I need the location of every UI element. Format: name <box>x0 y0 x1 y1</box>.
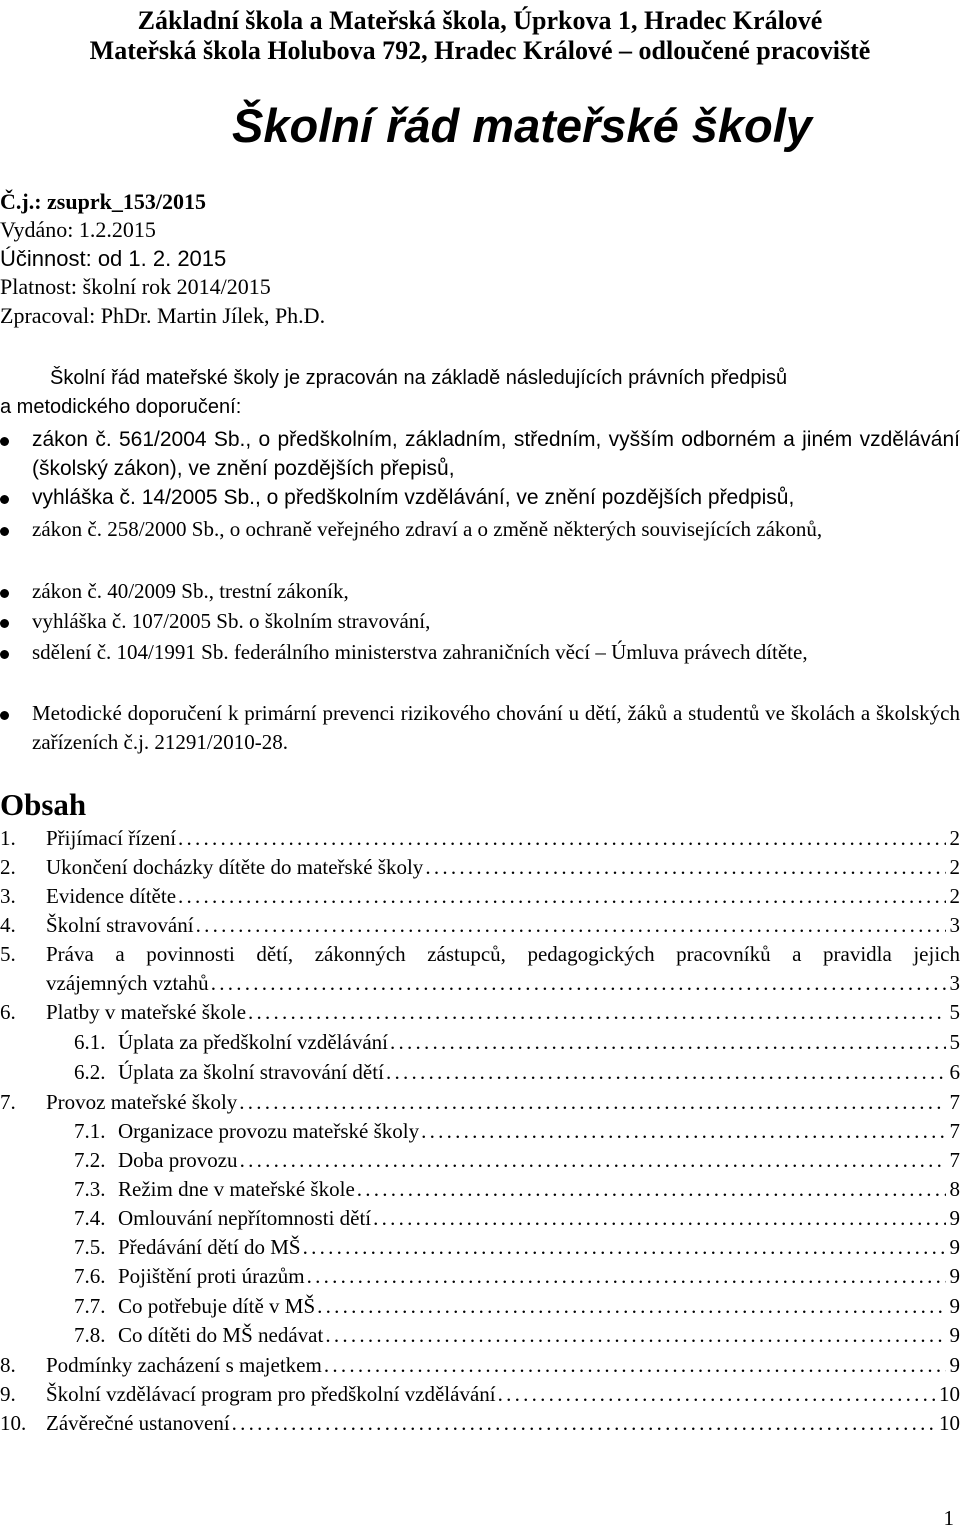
school-name: Základní škola a Mateřská škola, Úprkova 1, Hradec Králové <box>137 6 823 35</box>
bullet-icon <box>0 711 9 720</box>
bullet-icon <box>0 527 9 536</box>
bullet-icon <box>0 650 9 659</box>
bullet-icon <box>0 619 9 628</box>
legislation-item: Metodické doporučení k primární prevenci rizikového chování u dětí, žáků a studentů ve školách a školských zařízeních č.j. 21291/2010-28. <box>0 699 960 757</box>
toc-entry[interactable]: 9. Školní vzdělávací program pro předškolní vzdělávání . . . 10 <box>0 1380 960 1409</box>
toc-entry[interactable]: 7. Provoz mateřské školy . . . 7 <box>0 1088 960 1117</box>
bullet-icon <box>0 495 9 504</box>
toc-entry[interactable]: 7.2. Doba provozu . . . 7 <box>0 1146 960 1175</box>
toc-entry[interactable]: 7.8. Co dítěti do MŠ nedávat . . . 9 <box>0 1321 960 1350</box>
toc-heading: Obsah <box>0 787 87 822</box>
toc-entry[interactable]: 2. Ukončení docházky dítěte do mateřské školy . . . 2 <box>0 853 960 882</box>
toc-entry[interactable]: 4. Školní stravování . . . 3 <box>0 911 960 940</box>
bullet-icon <box>0 589 9 598</box>
toc-entry[interactable]: 6.2. Úplata za školní stravování dětí . . . 6 <box>0 1058 960 1087</box>
reference-number: Č.j.: zsuprk_153/2015 <box>0 189 206 214</box>
bullet-icon <box>0 437 9 446</box>
legislation-item: zákon č. 561/2004 Sb., o předškolním, základním, středním, vyšším odborném a jiném vzdělávání (školský zákon), ve znění pozdějších přepisů, <box>0 425 960 483</box>
effective-date: Účinnost: od 1. 2. 2015 <box>0 246 227 271</box>
toc-entry[interactable]: 6.1. Úplata za předškolní vzdělávání . . . 5 <box>0 1028 960 1057</box>
legislation-item: sdělení č. 104/1991 Sb. federálního ministerstva zahraničních věcí – Úmluva právech dítěte, <box>0 638 960 667</box>
document-title: Školní řád mateřské školy <box>232 99 812 152</box>
toc-entry[interactable]: 7.3. Režim dne v mateřské škole . . . 8 <box>0 1175 960 1204</box>
toc-entry[interactable]: 3. Evidence dítěte . . . 2 <box>0 882 960 911</box>
toc-entry[interactable]: 6. Platby v mateřské škole . . . 5 <box>0 998 960 1027</box>
page-number: 1 <box>943 1506 954 1530</box>
school-branch: Mateřská škola Holubova 792, Hradec Králové – odloučené pracoviště <box>89 36 871 65</box>
intro-line-1: Školní řád mateřské školy je zpracován na základě následujících právních předpisů <box>50 367 788 389</box>
toc-entry[interactable]: 7.7. Co potřebuje dítě v MŠ . . . 9 <box>0 1292 960 1321</box>
toc-entry[interactable]: 8. Podmínky zacházení s majetkem . . . 9 <box>0 1351 960 1380</box>
validity: Platnost: školní rok 2014/2015 <box>0 274 271 299</box>
toc-entry[interactable]: 7.1. Organizace provozu mateřské školy . . . 7 <box>0 1117 960 1146</box>
toc-entry[interactable]: 7.4. Omlouvání nepřítomnosti dětí . . . 9 <box>0 1204 960 1233</box>
toc-entry[interactable]: 10. Závěrečné ustanovení . . . 10 <box>0 1409 960 1438</box>
legislation-item: zákon č. 258/2000 Sb., o ochraně veřejného zdraví a o změně některých souvisejících zákonů, <box>0 515 960 544</box>
legislation-item: vyhláška č. 14/2005 Sb., o předškolním vzdělávání, ve znění pozdějších předpisů, <box>0 483 960 512</box>
author: Zpracoval: PhDr. Martin Jílek, Ph.D. <box>0 303 326 328</box>
toc-entry[interactable]: 5. Práva a povinnosti dětí, zákonných zástupců, pedagogických pracovníků a pravidla jejich vzájemných vztahů . . . 3 <box>0 940 960 998</box>
intro-paragraph <box>0 364 960 422</box>
intro-line-2: a metodického doporučení: <box>0 396 242 418</box>
toc-entry[interactable]: 7.5. Předávání dětí do MŠ . . . 9 <box>0 1233 960 1262</box>
issued-date: Vydáno: 1.2.2015 <box>0 217 156 242</box>
toc-entry[interactable]: 7.6. Pojištění proti úrazům . . . 9 <box>0 1262 960 1291</box>
legislation-item: zákon č. 40/2009 Sb., trestní zákoník, <box>0 577 960 606</box>
toc-entry[interactable]: 1. Přijímací řízení . . . 2 <box>0 824 960 853</box>
legislation-item: vyhláška č. 107/2005 Sb. o školním stravování, <box>0 607 960 636</box>
